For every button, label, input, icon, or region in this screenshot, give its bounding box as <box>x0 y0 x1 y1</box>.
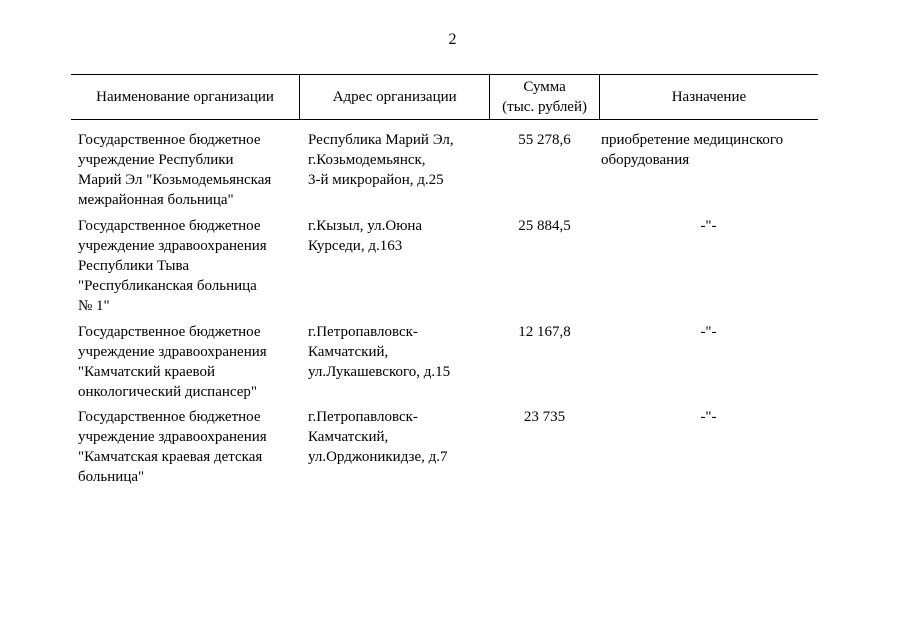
amount-value: 12 167,8 <box>518 324 571 340</box>
page-number: 2 <box>448 31 457 48</box>
table-header-row <box>71 74 818 120</box>
table-row <box>71 130 818 216</box>
header-purpose: Назначение <box>599 75 818 119</box>
organization-address: г.Петропавловск- Камчатский, ул.Орджоникидзе, д.7 <box>308 409 448 465</box>
purpose-value: -"- <box>700 324 717 340</box>
table-row <box>71 407 818 487</box>
table-row <box>71 216 818 322</box>
header-organization-name: Наименование организации <box>96 89 274 105</box>
organizations-table <box>71 74 818 487</box>
header-amount: Сумма (тыс. рублей) <box>489 75 599 119</box>
amount-value: 23 735 <box>523 409 566 425</box>
organization-name: Государственное бюджетное учреждение здравоохранения "Камчатская краевая детская больница" <box>78 409 267 485</box>
amount-value: 25 884,5 <box>518 218 571 234</box>
header-organization-address: Адрес организации <box>299 75 489 119</box>
purpose-value: -"- <box>700 218 717 234</box>
purpose-value: -"- <box>700 409 717 425</box>
organization-address: г.Кызыл, ул.Оюна Курседи, д.163 <box>308 218 423 254</box>
purpose-value: приобретение медицинского оборудования <box>601 132 784 168</box>
organization-name: Государственное бюджетное учреждение здравоохранения "Камчатский краевой онкологический диспансер" <box>78 324 267 400</box>
organization-address: г.Петропавловск- Камчатский, ул.Лукашевского, д.15 <box>308 324 451 380</box>
amount-value: 55 278,6 <box>518 132 571 148</box>
table-row <box>71 322 818 407</box>
organization-address: Республика Марий Эл, г.Козьмодемьянск, 3-й микрорайон, д.25 <box>308 132 454 188</box>
organization-name: Государственное бюджетное учреждение здравоохранения Республики Тыва "Республиканская больница № 1" <box>78 218 267 314</box>
organization-name: Государственное бюджетное учреждение Республики Марий Эл "Козьмодемьянская межрайонная больница" <box>78 132 272 208</box>
